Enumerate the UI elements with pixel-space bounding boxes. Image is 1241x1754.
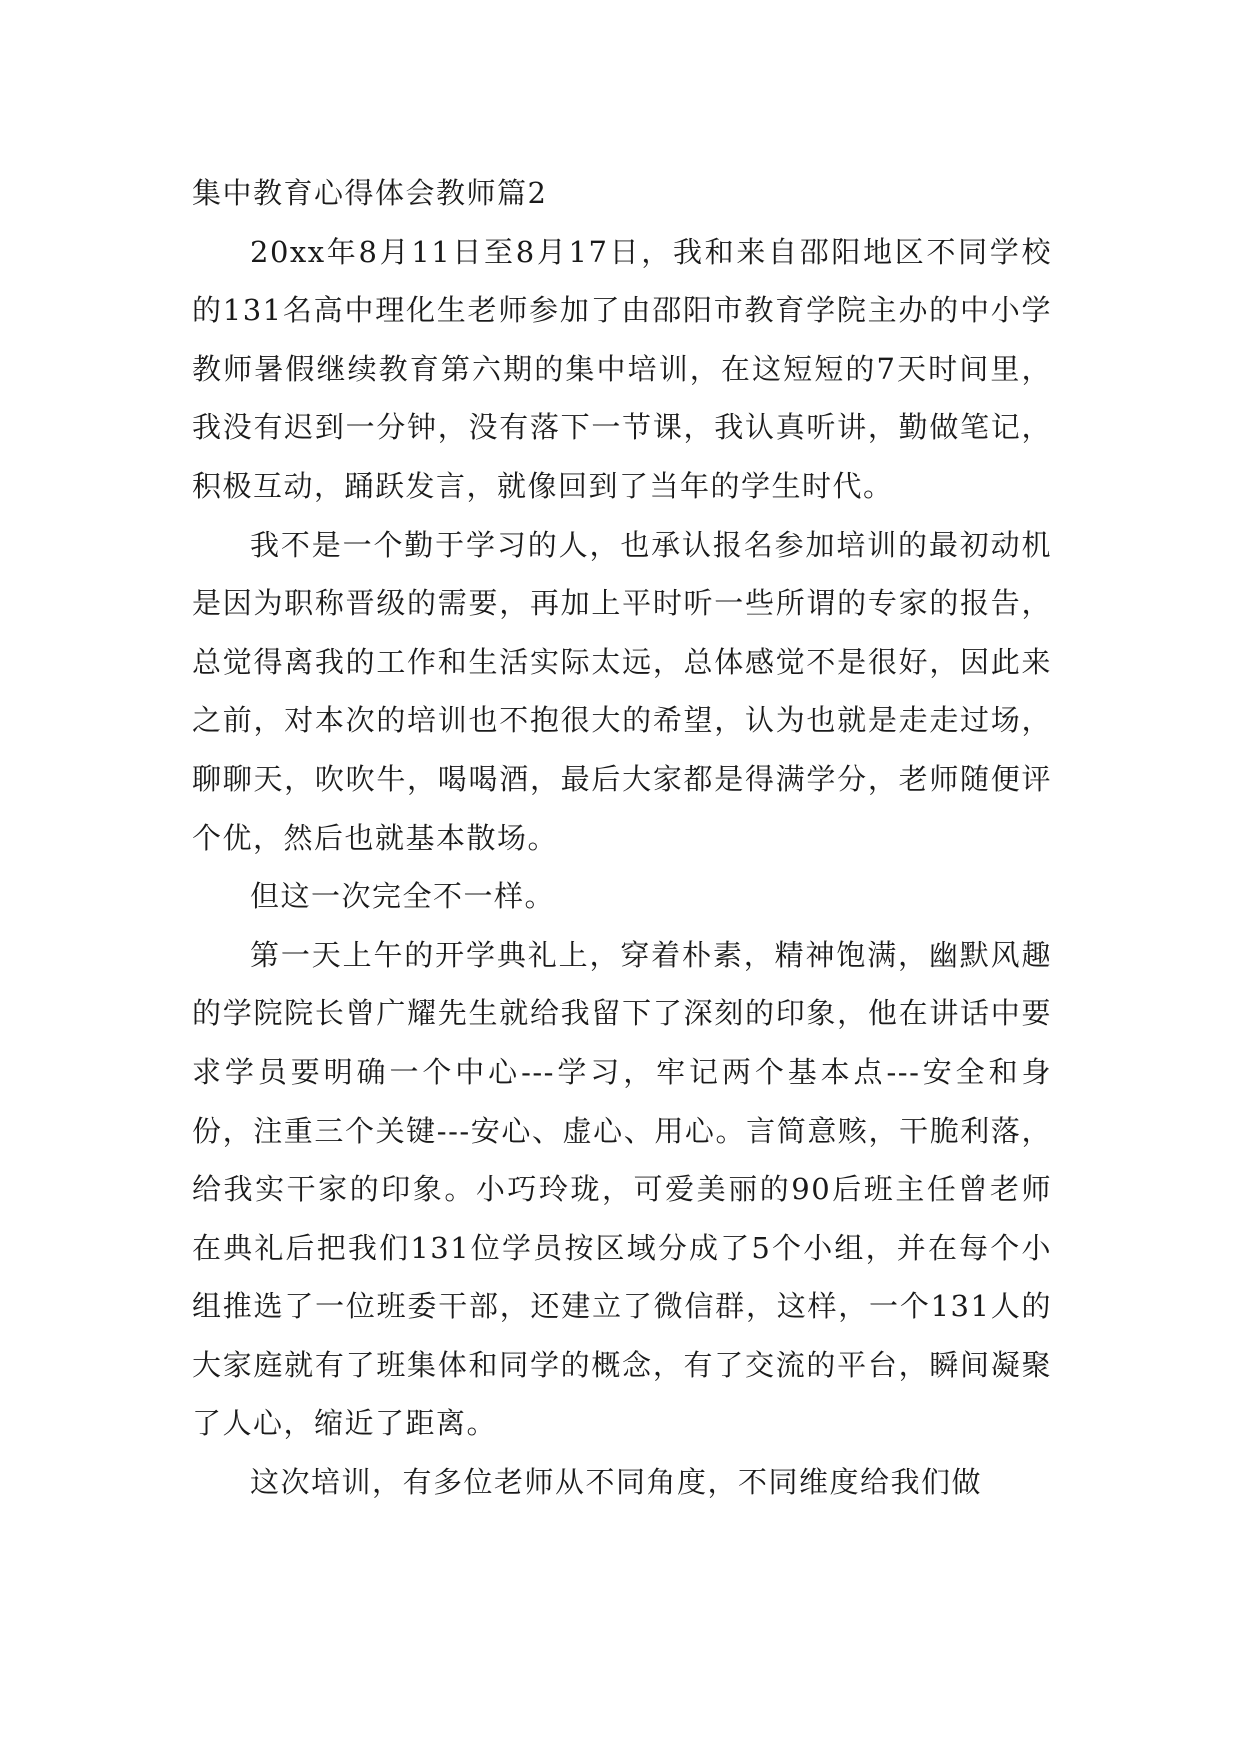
paragraph-4: 第一天上午的开学典礼上，穿着朴素，精神饱满，幽默风趣的学院院长曾广耀先生就给我留下了深刻的印象，他在讲话中要求学员要明确一个中心---学习，牢记两个基本点---安全和身份，注重三个关键---安心、虚心、用心。言简意赅，干脆利落，给我实干家的印象。小巧玲珑，可爱美丽的90后班主任曾老师在典礼后把我们131位学员按区域分成了5个小组，并在每个小组推选了一位班委干部，还建立了微信群，这样，一个131人的大家庭就有了班集体和同学的概念，有了交流的平台，瞬间凝聚了人心，缩近了距离。 xyxy=(192,937,1052,1441)
paragraph-5: 这次培训，有多位老师从不同角度，不同维度给我们做 xyxy=(250,1465,983,1500)
document-title: 集中教育心得体会教师篇2 xyxy=(192,176,548,210)
paragraph-2: 我不是一个勤于学习的人，也承认报名参加培训的最初动机是因为职称晋级的需要，再加上平时听一些所谓的专家的报告，总觉得离我的工作和生活实际太远，总体感觉不是很好，因此来之前，对本次的培训也不抱很大的希望，认为也就是走走过场，聊聊天，吹吹牛，喝喝酒，最后大家都是得满学分，老师随便评个优，然后也就基本散场。 xyxy=(192,527,1052,855)
paragraph-1: 20xx年8月11日至8月17日，我和来自邵阳地区不同学校的131名高中理化生老师参加了由邵阳市教育学院主办的中小学教师暑假继续教育第六期的集中培训，在这短短的7天时间里，我没有迟到一分钟，没有落下一节课，我认真听讲，勤做笔记，积极互动，踊跃发言，就像回到了当年的学生时代。 xyxy=(192,234,1052,503)
paragraph-3: 但这一次完全不一样。 xyxy=(250,879,556,914)
document-body xyxy=(192,164,1052,1512)
